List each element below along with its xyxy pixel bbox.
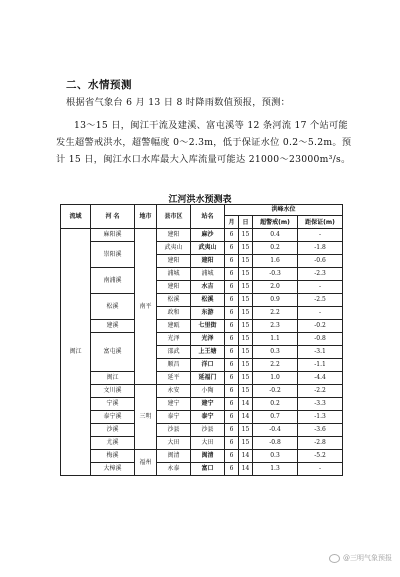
- county-cell: 浦城: [157, 268, 191, 281]
- month-cell: 6: [225, 255, 239, 268]
- county-cell: 延平: [157, 372, 191, 385]
- over-warning-cell: 1.1: [253, 333, 298, 346]
- section-title: 二、水情预测: [66, 79, 132, 91]
- prefecture-cell: 南平: [135, 229, 157, 385]
- day-cell: 15: [239, 281, 253, 294]
- month-cell: 6: [225, 450, 239, 463]
- river-cell: 富屯溪: [91, 333, 135, 372]
- below-guarantee-cell: -0.2: [298, 320, 343, 333]
- header-river: 河 名: [91, 205, 135, 229]
- county-cell: 大田: [157, 437, 191, 450]
- over-warning-cell: 0.2: [253, 398, 298, 411]
- header-peak: 洪峰水位: [225, 205, 343, 216]
- county-cell: 永泰: [157, 463, 191, 476]
- day-cell: 14: [239, 450, 253, 463]
- below-guarantee-cell: -3.6: [298, 424, 343, 437]
- below-guarantee-cell: -1.1: [298, 359, 343, 372]
- river-cell: 闽江: [91, 372, 135, 385]
- day-cell: 15: [239, 424, 253, 437]
- month-cell: 6: [225, 463, 239, 476]
- below-guarantee-cell: -: [298, 463, 343, 476]
- month-cell: 6: [225, 346, 239, 359]
- below-guarantee-cell: -2.2: [298, 385, 343, 398]
- station-cell: 浦城: [191, 268, 225, 281]
- month-cell: 6: [225, 294, 239, 307]
- river-cell: 沙溪: [91, 424, 135, 437]
- day-cell: 15: [239, 359, 253, 372]
- prefecture-cell: 三明: [135, 385, 157, 450]
- over-warning-cell: 2.3: [253, 320, 298, 333]
- river-cell: 尤溪: [91, 437, 135, 450]
- month-cell: 6: [225, 307, 239, 320]
- over-warning-cell: -0.4: [253, 424, 298, 437]
- county-cell: 建阳: [157, 255, 191, 268]
- station-cell: 延福门: [191, 372, 225, 385]
- river-cell: 大樟溪: [91, 463, 135, 476]
- county-cell: 武夷山: [157, 242, 191, 255]
- river-cell: 麻阳溪: [91, 229, 135, 242]
- over-warning-cell: 2.2: [253, 359, 298, 372]
- month-cell: 6: [225, 424, 239, 437]
- day-cell: 15: [239, 372, 253, 385]
- below-guarantee-cell: -2.5: [298, 294, 343, 307]
- header-station: 站名: [191, 205, 225, 229]
- header-over-warning: 超警戒(m): [253, 216, 298, 229]
- day-cell: 15: [239, 346, 253, 359]
- header-month: 月: [225, 216, 239, 229]
- station-cell: 上王塘: [191, 346, 225, 359]
- month-cell: 6: [225, 229, 239, 242]
- below-guarantee-cell: -2.3: [298, 268, 343, 281]
- month-cell: 6: [225, 372, 239, 385]
- river-cell: 崇阳溪: [91, 242, 135, 268]
- below-guarantee-cell: -5.2: [298, 450, 343, 463]
- station-cell: 麻沙: [191, 229, 225, 242]
- county-cell: 永安: [157, 385, 191, 398]
- day-cell: 15: [239, 385, 253, 398]
- over-warning-cell: 0.9: [253, 294, 298, 307]
- prefecture-cell: 福州: [135, 450, 157, 476]
- station-cell: 洋口: [191, 359, 225, 372]
- over-warning-cell: -0.2: [253, 385, 298, 398]
- day-cell: 15: [239, 268, 253, 281]
- month-cell: 6: [225, 437, 239, 450]
- over-warning-cell: 0.3: [253, 346, 298, 359]
- county-cell: 建阳: [157, 229, 191, 242]
- day-cell: 15: [239, 307, 253, 320]
- county-cell: 顺昌: [157, 359, 191, 372]
- below-guarantee-cell: -3.3: [298, 398, 343, 411]
- over-warning-cell: 1.6: [253, 255, 298, 268]
- county-cell: 松溪: [157, 294, 191, 307]
- over-warning-cell: 1.3: [253, 463, 298, 476]
- paragraph-1-text: 根据省气象台 6 月 13 日 8 时降雨数值预报，预测：: [66, 97, 291, 108]
- month-cell: 6: [225, 398, 239, 411]
- day-cell: 15: [239, 333, 253, 346]
- month-cell: 6: [225, 385, 239, 398]
- month-cell: 6: [225, 281, 239, 294]
- county-cell: 建宁: [157, 398, 191, 411]
- table-title: 江河洪水预测表: [168, 195, 232, 205]
- over-warning-cell: -0.3: [253, 268, 298, 281]
- below-guarantee-cell: -2.8: [298, 437, 343, 450]
- river-cell: 泰宁溪: [91, 411, 135, 424]
- over-warning-cell: 2.2: [253, 307, 298, 320]
- county-cell: 建瓯: [157, 320, 191, 333]
- day-cell: 15: [239, 242, 253, 255]
- paragraph-forecast-basis: [56, 94, 356, 111]
- station-cell: 大田: [191, 437, 225, 450]
- month-cell: 6: [225, 268, 239, 281]
- station-cell: 武夷山: [191, 242, 225, 255]
- station-cell: 松溪: [191, 294, 225, 307]
- station-cell: 七里街: [191, 320, 225, 333]
- month-cell: 6: [225, 242, 239, 255]
- day-cell: 14: [239, 463, 253, 476]
- station-cell: 闽清: [191, 450, 225, 463]
- below-guarantee-cell: -0.6: [298, 255, 343, 268]
- watermark: [329, 553, 392, 563]
- river-cell: 宁溪: [91, 398, 135, 411]
- over-warning-cell: 0.2: [253, 242, 298, 255]
- day-cell: 15: [239, 437, 253, 450]
- below-guarantee-cell: -: [298, 281, 343, 294]
- header-day: 日: [239, 216, 253, 229]
- river-cell: 建溪: [91, 320, 135, 333]
- station-cell: 沙县: [191, 424, 225, 437]
- flood-forecast-table: [60, 204, 343, 476]
- over-warning-cell: 0.4: [253, 229, 298, 242]
- day-cell: 15: [239, 229, 253, 242]
- county-cell: 光泽: [157, 333, 191, 346]
- watermark-text: @三明气象预报: [343, 554, 392, 562]
- day-cell: 15: [239, 294, 253, 307]
- station-cell: 泰宁: [191, 411, 225, 424]
- station-cell: 东游: [191, 307, 225, 320]
- river-cell: 松溪: [91, 294, 135, 320]
- below-guarantee-cell: -1.8: [298, 242, 343, 255]
- over-warning-cell: 1.0: [253, 372, 298, 385]
- river-cell: 文川溪: [91, 385, 135, 398]
- below-guarantee-cell: -: [298, 307, 343, 320]
- over-warning-cell: 0.7: [253, 411, 298, 424]
- header-below-guarantee: 距保证(m): [298, 216, 343, 229]
- header-basin: 流域: [61, 205, 91, 229]
- below-guarantee-cell: -: [298, 229, 343, 242]
- weibo-icon: [329, 554, 340, 563]
- basin-cell: 闽江: [61, 229, 91, 476]
- river-cell: 梅溪: [91, 450, 135, 463]
- over-warning-cell: -0.8: [253, 437, 298, 450]
- county-cell: 闽清: [157, 450, 191, 463]
- county-cell: 邵武: [157, 346, 191, 359]
- over-warning-cell: 2.0: [253, 281, 298, 294]
- day-cell: 14: [239, 398, 253, 411]
- river-cell: 南浦溪: [91, 268, 135, 294]
- station-cell: 小陶: [191, 385, 225, 398]
- month-cell: 6: [225, 320, 239, 333]
- station-cell: 建阳: [191, 255, 225, 268]
- county-cell: 建阳: [157, 281, 191, 294]
- county-cell: 政和: [157, 307, 191, 320]
- month-cell: 6: [225, 333, 239, 346]
- day-cell: 14: [239, 411, 253, 424]
- below-guarantee-cell: -4.4: [298, 372, 343, 385]
- station-cell: 水吉: [191, 281, 225, 294]
- below-guarantee-cell: -3.1: [298, 346, 343, 359]
- below-guarantee-cell: -0.8: [298, 333, 343, 346]
- county-cell: 泰宁: [157, 411, 191, 424]
- month-cell: 6: [225, 411, 239, 424]
- station-cell: 建宁: [191, 398, 225, 411]
- header-prefecture: 地市: [135, 205, 157, 229]
- station-cell: 光泽: [191, 333, 225, 346]
- header-county: 县市区: [157, 205, 191, 229]
- below-guarantee-cell: -1.3: [298, 411, 343, 424]
- station-cell: 富口: [191, 463, 225, 476]
- day-cell: 15: [239, 320, 253, 333]
- month-cell: 6: [225, 359, 239, 372]
- day-cell: 15: [239, 255, 253, 268]
- county-cell: 沙县: [157, 424, 191, 437]
- paragraph-forecast-detail: 13～15 日，闽江干流及建溪、富屯溪等 12 条河流 17 个站可能发生超警戒洪水，超警幅度 0～2.3m，低于保证水位 0.2～5.2m。预计 15 日，闽江水口水库最大入库流量可能达 21000～23000m³/s。: [56, 120, 352, 165]
- over-warning-cell: 0.3: [253, 450, 298, 463]
